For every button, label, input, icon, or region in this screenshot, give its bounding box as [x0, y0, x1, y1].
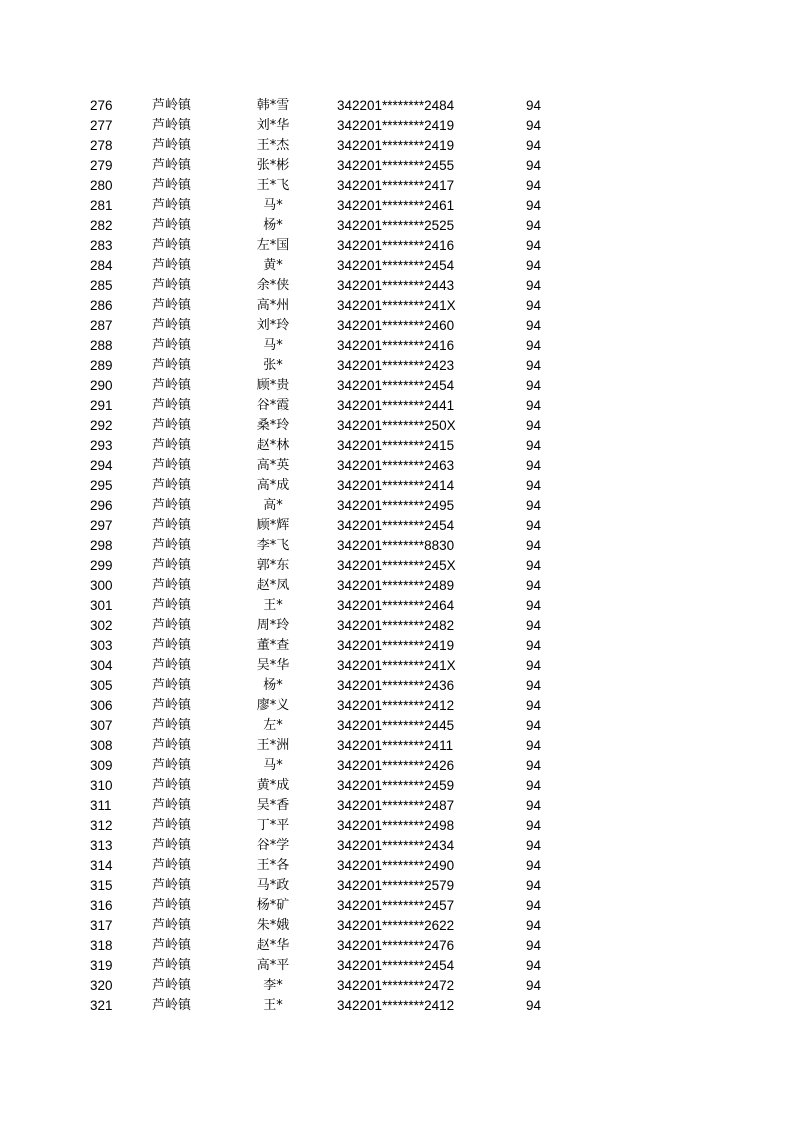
score-cell: 94 [526, 358, 542, 373]
score-cell: 94 [526, 938, 542, 953]
id-number-cell: 342201********2411 [337, 738, 454, 753]
table-row [0, 916, 794, 936]
id-number-cell: 342201********2454 [337, 518, 455, 533]
score-cell: 94 [526, 578, 542, 593]
table-row [0, 436, 794, 456]
name-cell: 马* [263, 198, 283, 213]
name-cell: 左*国 [256, 238, 290, 253]
row-number: 298 [90, 538, 113, 553]
score-cell: 94 [526, 978, 542, 993]
name-cell: 周*玲 [256, 618, 290, 633]
id-number-cell: 342201********2441 [337, 398, 455, 413]
town-cell: 芦岭镇 [152, 478, 192, 493]
table-row [0, 256, 794, 276]
id-number-cell: 342201********250X [337, 418, 456, 433]
score-cell: 94 [526, 238, 542, 253]
town-cell: 芦岭镇 [152, 258, 192, 273]
table-row [0, 316, 794, 336]
row-number: 307 [90, 718, 113, 733]
row-number: 281 [90, 198, 113, 213]
id-number-cell: 342201********2443 [337, 278, 455, 293]
town-cell: 芦岭镇 [152, 738, 192, 753]
town-cell: 芦岭镇 [152, 658, 192, 673]
table-row [0, 996, 794, 1016]
row-number: 309 [90, 758, 113, 773]
score-cell: 94 [526, 98, 542, 113]
town-cell: 芦岭镇 [152, 398, 192, 413]
table-row [0, 416, 794, 436]
name-cell: 马*政 [256, 878, 290, 893]
id-number-cell: 342201********245X [337, 558, 456, 573]
row-number: 276 [90, 98, 113, 113]
table-row [0, 236, 794, 256]
name-cell: 张*彬 [256, 158, 290, 173]
row-number: 292 [90, 418, 113, 433]
town-cell: 芦岭镇 [152, 778, 192, 793]
table-row [0, 756, 794, 776]
id-number-cell: 342201********2525 [337, 218, 455, 233]
id-number-cell: 342201********2472 [337, 978, 455, 993]
town-cell: 芦岭镇 [152, 678, 192, 693]
table-row [0, 556, 794, 576]
id-number-cell: 342201********2622 [337, 918, 455, 933]
score-cell: 94 [526, 958, 542, 973]
score-cell: 94 [526, 558, 542, 573]
id-number-cell: 342201********2419 [337, 118, 455, 133]
row-number: 293 [90, 438, 113, 453]
score-cell: 94 [526, 838, 542, 853]
name-cell: 顾*辉 [256, 518, 290, 533]
row-number: 287 [90, 318, 113, 333]
town-cell: 芦岭镇 [152, 298, 192, 313]
id-number-cell: 342201********2476 [337, 938, 455, 953]
table-row [0, 956, 794, 976]
table-row [0, 776, 794, 796]
score-cell: 94 [526, 438, 542, 453]
score-cell: 94 [526, 738, 542, 753]
table-row [0, 976, 794, 996]
score-cell: 94 [526, 458, 542, 473]
id-number-cell: 342201********2482 [337, 618, 455, 633]
id-number-cell: 342201********2495 [337, 498, 455, 513]
table-row [0, 356, 794, 376]
row-number: 320 [90, 978, 113, 993]
table-row [0, 376, 794, 396]
name-cell: 张* [263, 358, 283, 373]
score-cell: 94 [526, 278, 542, 293]
town-cell: 芦岭镇 [152, 878, 192, 893]
id-number-cell: 342201********2484 [337, 98, 455, 113]
town-cell: 芦岭镇 [152, 158, 192, 173]
name-cell: 韩*雪 [256, 98, 290, 113]
table-row [0, 616, 794, 636]
town-cell: 芦岭镇 [152, 578, 192, 593]
row-number: 305 [90, 678, 113, 693]
id-number-cell: 342201********2434 [337, 838, 455, 853]
score-cell: 94 [526, 778, 542, 793]
row-number: 304 [90, 658, 113, 673]
town-cell: 芦岭镇 [152, 798, 192, 813]
town-cell: 芦岭镇 [152, 218, 192, 233]
table-row [0, 876, 794, 896]
table-row [0, 696, 794, 716]
table-row [0, 896, 794, 916]
score-cell: 94 [526, 398, 542, 413]
name-cell: 黄*成 [256, 778, 290, 793]
row-number: 312 [90, 818, 113, 833]
town-cell: 芦岭镇 [152, 918, 192, 933]
table-row [0, 116, 794, 136]
row-number: 289 [90, 358, 113, 373]
id-number-cell: 342201********2579 [337, 878, 455, 893]
table-row [0, 336, 794, 356]
id-number-cell: 342201********2454 [337, 958, 455, 973]
table-row [0, 396, 794, 416]
data-table [0, 96, 794, 1016]
name-cell: 刘*玲 [256, 318, 290, 333]
score-cell: 94 [526, 258, 542, 273]
town-cell: 芦岭镇 [152, 998, 192, 1013]
name-cell: 杨* [263, 218, 283, 233]
name-cell: 李*飞 [256, 538, 290, 553]
row-number: 316 [90, 898, 113, 913]
town-cell: 芦岭镇 [152, 718, 192, 733]
town-cell: 芦岭镇 [152, 418, 192, 433]
row-number: 302 [90, 618, 113, 633]
town-cell: 芦岭镇 [152, 518, 192, 533]
name-cell: 高*成 [256, 478, 290, 493]
town-cell: 芦岭镇 [152, 818, 192, 833]
name-cell: 高*州 [256, 298, 290, 313]
score-cell: 94 [526, 378, 542, 393]
town-cell: 芦岭镇 [152, 598, 192, 613]
table-row [0, 216, 794, 236]
town-cell: 芦岭镇 [152, 838, 192, 853]
table-row [0, 576, 794, 596]
row-number: 296 [90, 498, 113, 513]
row-number: 297 [90, 518, 113, 533]
table-row [0, 456, 794, 476]
row-number: 290 [90, 378, 113, 393]
row-number: 284 [90, 258, 113, 273]
name-cell: 杨*矿 [256, 898, 290, 913]
town-cell: 芦岭镇 [152, 118, 192, 133]
row-number: 291 [90, 398, 113, 413]
id-number-cell: 342201********2457 [337, 898, 455, 913]
row-number: 279 [90, 158, 113, 173]
row-number: 317 [90, 918, 113, 933]
row-number: 315 [90, 878, 113, 893]
name-cell: 李* [263, 978, 283, 993]
table-row [0, 156, 794, 176]
name-cell: 顾*贵 [256, 378, 290, 393]
name-cell: 桑*玲 [256, 418, 290, 433]
name-cell: 丁*平 [256, 818, 290, 833]
id-number-cell: 342201********2423 [337, 358, 455, 373]
table-row [0, 476, 794, 496]
table-row [0, 836, 794, 856]
town-cell: 芦岭镇 [152, 938, 192, 953]
score-cell: 94 [526, 798, 542, 813]
name-cell: 董*查 [256, 638, 290, 653]
table-row [0, 856, 794, 876]
score-cell: 94 [526, 618, 542, 633]
id-number-cell: 342201********2459 [337, 778, 455, 793]
name-cell: 王* [263, 598, 283, 613]
row-number: 294 [90, 458, 113, 473]
score-cell: 94 [526, 218, 542, 233]
name-cell: 左* [263, 718, 283, 733]
row-number: 306 [90, 698, 113, 713]
row-number: 288 [90, 338, 113, 353]
id-number-cell: 342201********2498 [337, 818, 455, 833]
score-cell: 94 [526, 878, 542, 893]
name-cell: 王*杰 [256, 138, 290, 153]
row-number: 295 [90, 478, 113, 493]
table-row [0, 496, 794, 516]
name-cell: 王* [263, 998, 283, 1013]
row-number: 319 [90, 958, 113, 973]
table-row [0, 636, 794, 656]
table-row [0, 796, 794, 816]
score-cell: 94 [526, 158, 542, 173]
table-row [0, 516, 794, 536]
town-cell: 芦岭镇 [152, 618, 192, 633]
id-number-cell: 342201********2412 [337, 698, 455, 713]
town-cell: 芦岭镇 [152, 318, 192, 333]
town-cell: 芦岭镇 [152, 898, 192, 913]
score-cell: 94 [526, 658, 542, 673]
table-row [0, 196, 794, 216]
row-number: 299 [90, 558, 113, 573]
town-cell: 芦岭镇 [152, 558, 192, 573]
table-row [0, 936, 794, 956]
town-cell: 芦岭镇 [152, 358, 192, 373]
row-number: 314 [90, 858, 113, 873]
id-number-cell: 342201********241X [337, 658, 456, 673]
score-cell: 94 [526, 198, 542, 213]
score-cell: 94 [526, 718, 542, 733]
score-cell: 94 [526, 418, 542, 433]
table-row [0, 136, 794, 156]
table-row [0, 656, 794, 676]
id-number-cell: 342201********241X [337, 298, 456, 313]
name-cell: 高*英 [256, 458, 290, 473]
row-number: 311 [90, 798, 112, 813]
name-cell: 王*飞 [256, 178, 290, 193]
row-number: 310 [90, 778, 113, 793]
name-cell: 赵*林 [256, 438, 290, 453]
id-number-cell: 342201********2490 [337, 858, 455, 873]
town-cell: 芦岭镇 [152, 758, 192, 773]
id-number-cell: 342201********2416 [337, 238, 455, 253]
id-number-cell: 342201********2416 [337, 338, 455, 353]
name-cell: 杨* [263, 678, 283, 693]
score-cell: 94 [526, 478, 542, 493]
row-number: 313 [90, 838, 113, 853]
id-number-cell: 342201********2455 [337, 158, 455, 173]
table-row [0, 276, 794, 296]
id-number-cell: 342201********8830 [337, 538, 455, 553]
id-number-cell: 342201********2419 [337, 138, 455, 153]
id-number-cell: 342201********2426 [337, 758, 455, 773]
town-cell: 芦岭镇 [152, 538, 192, 553]
town-cell: 芦岭镇 [152, 958, 192, 973]
score-cell: 94 [526, 858, 542, 873]
id-number-cell: 342201********2417 [337, 178, 455, 193]
town-cell: 芦岭镇 [152, 98, 192, 113]
name-cell: 马* [263, 338, 283, 353]
name-cell: 王*洲 [256, 738, 290, 753]
name-cell: 高*平 [256, 958, 290, 973]
town-cell: 芦岭镇 [152, 438, 192, 453]
id-number-cell: 342201********2415 [337, 438, 455, 453]
name-cell: 余*侠 [256, 278, 290, 293]
score-cell: 94 [526, 518, 542, 533]
town-cell: 芦岭镇 [152, 978, 192, 993]
score-cell: 94 [526, 818, 542, 833]
id-number-cell: 342201********2419 [337, 638, 455, 653]
table-row [0, 736, 794, 756]
name-cell: 黄* [263, 258, 283, 273]
table-row [0, 176, 794, 196]
name-cell: 高* [263, 498, 283, 513]
row-number: 285 [90, 278, 113, 293]
town-cell: 芦岭镇 [152, 338, 192, 353]
town-cell: 芦岭镇 [152, 198, 192, 213]
id-number-cell: 342201********2460 [337, 318, 455, 333]
row-number: 308 [90, 738, 113, 753]
name-cell: 马* [263, 758, 283, 773]
town-cell: 芦岭镇 [152, 458, 192, 473]
name-cell: 谷*学 [256, 838, 290, 853]
town-cell: 芦岭镇 [152, 178, 192, 193]
name-cell: 吴*香 [256, 798, 290, 813]
score-cell: 94 [526, 698, 542, 713]
name-cell: 王*各 [256, 858, 290, 873]
score-cell: 94 [526, 538, 542, 553]
town-cell: 芦岭镇 [152, 698, 192, 713]
row-number: 300 [90, 578, 113, 593]
id-number-cell: 342201********2489 [337, 578, 455, 593]
id-number-cell: 342201********2454 [337, 378, 455, 393]
town-cell: 芦岭镇 [152, 858, 192, 873]
row-number: 280 [90, 178, 113, 193]
id-number-cell: 342201********2412 [337, 998, 455, 1013]
row-number: 277 [90, 118, 113, 133]
name-cell: 赵*华 [256, 938, 290, 953]
id-number-cell: 342201********2463 [337, 458, 455, 473]
score-cell: 94 [526, 758, 542, 773]
name-cell: 刘*华 [256, 118, 290, 133]
row-number: 303 [90, 638, 113, 653]
table-row [0, 96, 794, 116]
name-cell: 谷*霞 [256, 398, 290, 413]
table-row [0, 676, 794, 696]
score-cell: 94 [526, 318, 542, 333]
town-cell: 芦岭镇 [152, 278, 192, 293]
id-number-cell: 342201********2454 [337, 258, 455, 273]
score-cell: 94 [526, 598, 542, 613]
row-number: 282 [90, 218, 113, 233]
score-cell: 94 [526, 298, 542, 313]
town-cell: 芦岭镇 [152, 498, 192, 513]
id-number-cell: 342201********2487 [337, 798, 455, 813]
row-number: 283 [90, 238, 113, 253]
name-cell: 朱*娥 [256, 918, 290, 933]
score-cell: 94 [526, 898, 542, 913]
town-cell: 芦岭镇 [152, 638, 192, 653]
row-number: 321 [90, 998, 113, 1013]
id-number-cell: 342201********2436 [337, 678, 455, 693]
name-cell: 廖*义 [256, 698, 290, 713]
table-row [0, 296, 794, 316]
table-row [0, 716, 794, 736]
row-number: 301 [90, 598, 113, 613]
score-cell: 94 [526, 498, 542, 513]
score-cell: 94 [526, 638, 542, 653]
id-number-cell: 342201********2461 [337, 198, 455, 213]
score-cell: 94 [526, 178, 542, 193]
score-cell: 94 [526, 678, 542, 693]
score-cell: 94 [526, 918, 542, 933]
name-cell: 赵*凤 [256, 578, 290, 593]
id-number-cell: 342201********2445 [337, 718, 455, 733]
town-cell: 芦岭镇 [152, 138, 192, 153]
table-row [0, 596, 794, 616]
town-cell: 芦岭镇 [152, 378, 192, 393]
score-cell: 94 [526, 998, 542, 1013]
table-row [0, 816, 794, 836]
score-cell: 94 [526, 118, 542, 133]
name-cell: 郭*东 [256, 558, 290, 573]
id-number-cell: 342201********2414 [337, 478, 455, 493]
id-number-cell: 342201********2464 [337, 598, 455, 613]
name-cell: 吴*华 [256, 658, 290, 673]
table-row [0, 536, 794, 556]
town-cell: 芦岭镇 [152, 238, 192, 253]
score-cell: 94 [526, 138, 542, 153]
row-number: 286 [90, 298, 113, 313]
row-number: 318 [90, 938, 113, 953]
score-cell: 94 [526, 338, 542, 353]
row-number: 278 [90, 138, 113, 153]
